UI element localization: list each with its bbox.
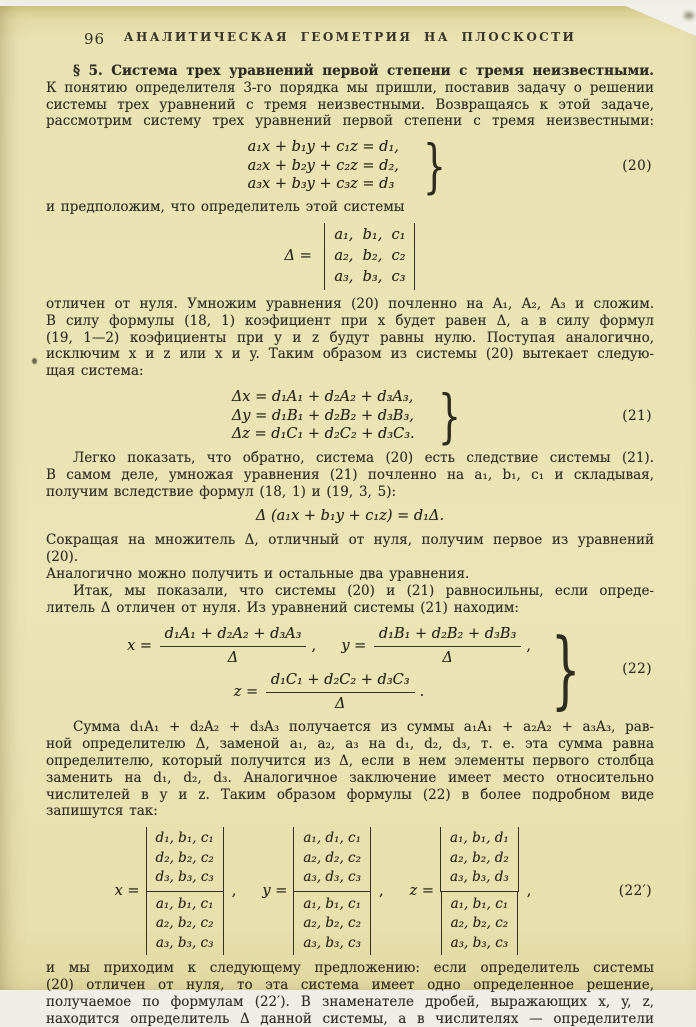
- x-fraction: [160, 625, 307, 667]
- denominator-determinant: [146, 892, 224, 956]
- fraction-denominator: Δ: [335, 693, 345, 714]
- paragraph-5: [46, 583, 654, 617]
- matrix-row: d₂, b₂, c₂: [156, 849, 214, 869]
- determinant-delta: [46, 223, 654, 290]
- z-cramer-column: [410, 827, 534, 955]
- separator: ,: [311, 638, 316, 654]
- matrix-row: a₁, b₁, d₁: [450, 829, 509, 849]
- equation-number-22-prime: (22′): [619, 883, 652, 899]
- separator: ,: [379, 883, 384, 899]
- paragraph-line: литель Δ отличен от нуля. Из уравнений системы (21) находим:: [46, 600, 654, 617]
- paragraph-line: Итак, мы показали, что системы (20) и (21) равносильны, если опреде-: [46, 583, 654, 600]
- separator: ,: [232, 883, 237, 899]
- page-content: [46, 6, 654, 1027]
- identity-equation: [46, 508, 654, 524]
- equation-line: Δz = d₁C₁ + d₂C₂ + d₃C₃.: [232, 425, 415, 444]
- equation-number-21: (21): [622, 408, 652, 424]
- matrix-row: a₁, b₁, c₁: [303, 895, 361, 915]
- paragraph-4: [46, 532, 654, 582]
- matrix-row: d₁, b₁, c₁: [156, 829, 214, 849]
- paragraph-line: (20) отличен от нуля, то эта система имеет одно определенное решение,: [46, 977, 654, 994]
- equation-22: [46, 625, 654, 713]
- paragraph-line: Легко показать, что обратно, система (20) есть следствие системы (21).: [46, 450, 654, 467]
- fraction-denominator: Δ: [442, 647, 452, 668]
- z-lhs: z =: [410, 883, 434, 899]
- paragraph-line: К понятию определителя 3-го порядка мы пришли, поставив задачу о решении: [46, 80, 654, 97]
- matrix-row: a₃, b₃, c₃: [451, 934, 509, 954]
- matrix-row: a₂, b₂, c₂: [334, 246, 405, 267]
- running-title: АНАЛИТИЧЕСКАЯ ГЕОМЕТРИЯ НА ПЛОСКОСТИ: [124, 30, 576, 44]
- z-fraction: [266, 671, 415, 713]
- paragraph-line: Сумма d₁A₁ + d₂A₂ + d₃A₃ получается из суммы a₁A₁ + a₂A₂ + a₃A₃, рав-: [46, 719, 654, 736]
- page-header: [46, 30, 654, 48]
- paragraph-line: В самом деле, умножая уравнения (21) почленно на a₁, b₁, c₁ и складывая,: [46, 467, 654, 484]
- equation-system-21: [46, 388, 654, 444]
- paragraph-7: [46, 960, 654, 1027]
- paragraph-line: получаемое по формулам (22′). В знаменателе дробей, выражающих x, y, z,: [46, 994, 654, 1011]
- paragraph-line: получим вследствие формул (18, 1) и (19, 3, 5):: [46, 484, 654, 501]
- y-determinant-fraction: [293, 827, 371, 955]
- numerator-determinant: [146, 827, 224, 891]
- matrix-row: a₁, b₁, c₁: [334, 225, 405, 246]
- section-heading: § 5. Система трех уравнений первой степени с тремя неизвестными.: [46, 63, 654, 80]
- paragraph-line: Аналогично можно получить и остальные два уравнения.: [46, 566, 654, 583]
- equation-line: a₃x + b₃y + c₃z = d₃: [248, 175, 399, 194]
- separator: ,: [526, 638, 531, 654]
- paragraph-line: находится определитель Δ данной системы, а в числителях — определители: [46, 1011, 654, 1027]
- matrix-row: a₁, d₁, c₁: [303, 829, 361, 849]
- paragraph-line: запишутся так:: [46, 803, 654, 820]
- fraction-numerator: d₁C₁ + d₂C₂ + d₃C₃: [266, 671, 415, 693]
- y-fraction: [374, 625, 521, 667]
- y-cramer-column: [262, 827, 385, 955]
- paragraph-line: отличен от нуля. Умножим уравнения (20) почленно на A₁, A₂, A₃ и сложим.: [46, 296, 654, 313]
- equation-line: Δy = d₁B₁ + d₂B₂ + d₃B₃,: [232, 407, 415, 426]
- paragraph-line: и мы приходим к следующему предложению: если определитель системы: [46, 960, 654, 977]
- matrix-row: d₃, b₃, c₃: [156, 868, 214, 888]
- equation-number-20: (20): [622, 158, 652, 174]
- z-lhs: z =: [234, 684, 258, 700]
- equation-line: Δ (a₁x + b₁y + c₁z) = d₁Δ.: [256, 508, 444, 524]
- paragraph-line: определителю, который получится из Δ, если в нем элементы первого столбца: [46, 753, 654, 770]
- paragraph-line: Сокращая на множитель Δ, отличный от нуля, получим первое из уравнений (20).: [46, 532, 654, 566]
- matrix-row: a₃, b₃, c₃: [334, 267, 405, 288]
- paragraph-line: рассмотрим систему трех уравнений первой степени с тремя неизвестными:: [46, 113, 654, 130]
- scan-dot-artifact: [32, 358, 37, 364]
- paragraph-line: числителей в y и z. Таким образом формулы (22) в более подробном виде: [46, 787, 654, 804]
- intro-paragraph: [46, 63, 654, 130]
- denominator-determinant: [441, 892, 519, 956]
- system-brace: }: [438, 388, 461, 444]
- y-lhs: y =: [341, 638, 366, 654]
- matrix-row: a₁, b₁, c₁: [156, 895, 214, 915]
- matrix-row: a₂, b₂, c₂: [451, 914, 509, 934]
- matrix-row: a₂, b₂, d₂: [450, 849, 509, 869]
- scan-smudge-artifact: [684, 12, 694, 19]
- separator: .: [420, 684, 425, 700]
- matrix-row: a₃, b₃, d₃: [450, 868, 509, 888]
- delta-matrix: [324, 223, 415, 290]
- x-determinant-fraction: [146, 827, 224, 955]
- suppose-line: [46, 199, 654, 216]
- system-brace: }: [423, 138, 446, 194]
- paragraph-line: заменить на d₁, d₂, d₃. Аналогичное заключение имеет место относительно: [46, 770, 654, 787]
- fraction-numerator: d₁B₁ + d₂B₂ + d₃B₃: [374, 625, 521, 647]
- book-page: [0, 6, 696, 990]
- x-lhs: x =: [127, 638, 152, 654]
- equation-line: Δx = d₁A₁ + d₂A₂ + d₃A₃,: [232, 388, 415, 407]
- system-brace: }: [551, 629, 580, 709]
- x-cramer-column: [115, 827, 239, 955]
- matrix-row: a₃, b₃, c₃: [156, 934, 214, 954]
- separator: ,: [527, 883, 532, 899]
- matrix-row: a₂, b₂, c₂: [156, 914, 214, 934]
- equation-system-20: [46, 138, 654, 194]
- delta-lhs: Δ =: [285, 248, 312, 264]
- x-lhs: x =: [115, 883, 140, 899]
- numerator-determinant: [440, 827, 519, 891]
- fraction-denominator: Δ: [228, 647, 238, 668]
- paragraph-line: системы трех уравнений с тремя неизвестными. Возвращаясь к этой задаче,: [46, 97, 654, 114]
- paragraph-line: В силу формулы (18, 1) коэфициент при x будет равен Δ, а в силу формул: [46, 313, 654, 330]
- matrix-row: a₂, b₂, c₂: [303, 914, 361, 934]
- paragraph-line: щая система:: [46, 363, 654, 380]
- paragraph-line: исключим x и z или x и y. Таким образом из системы (20) вытекает следую-: [46, 346, 654, 363]
- paragraph-line: ной определителю Δ, заменой a₁, a₂, a₃ на d₁, d₂, d₃, т. е. эта сумма равна: [46, 736, 654, 753]
- matrix-row: a₂, d₂, c₂: [303, 849, 361, 869]
- denominator-determinant: [293, 892, 371, 956]
- equation-number-22: (22): [622, 661, 652, 677]
- matrix-row: a₃, d₃, c₃: [303, 868, 361, 888]
- equation-line: a₁x + b₁y + c₁z = d₁,: [248, 138, 399, 157]
- fraction-numerator: d₁A₁ + d₂A₂ + d₃A₃: [160, 625, 307, 647]
- page-number: 96: [84, 30, 105, 48]
- paragraph-line: (19, 1—2) коэфициенты при y и z будут равны нулю. Поступая аналогично,: [46, 330, 654, 347]
- paragraph-line: и предположим, что определитель этой системы: [46, 199, 654, 216]
- numerator-determinant: [293, 827, 371, 891]
- paragraph-3: [46, 450, 654, 500]
- paragraph-6: [46, 719, 654, 820]
- y-lhs: y =: [262, 883, 287, 899]
- matrix-row: a₁, b₁, c₁: [451, 895, 509, 915]
- paragraph-2: [46, 296, 654, 380]
- equation-line: a₂x + b₂y + c₂z = d₂,: [248, 157, 399, 176]
- z-determinant-fraction: [440, 827, 519, 955]
- equation-22-prime: [46, 827, 654, 955]
- matrix-row: a₃, b₃, c₃: [303, 934, 361, 954]
